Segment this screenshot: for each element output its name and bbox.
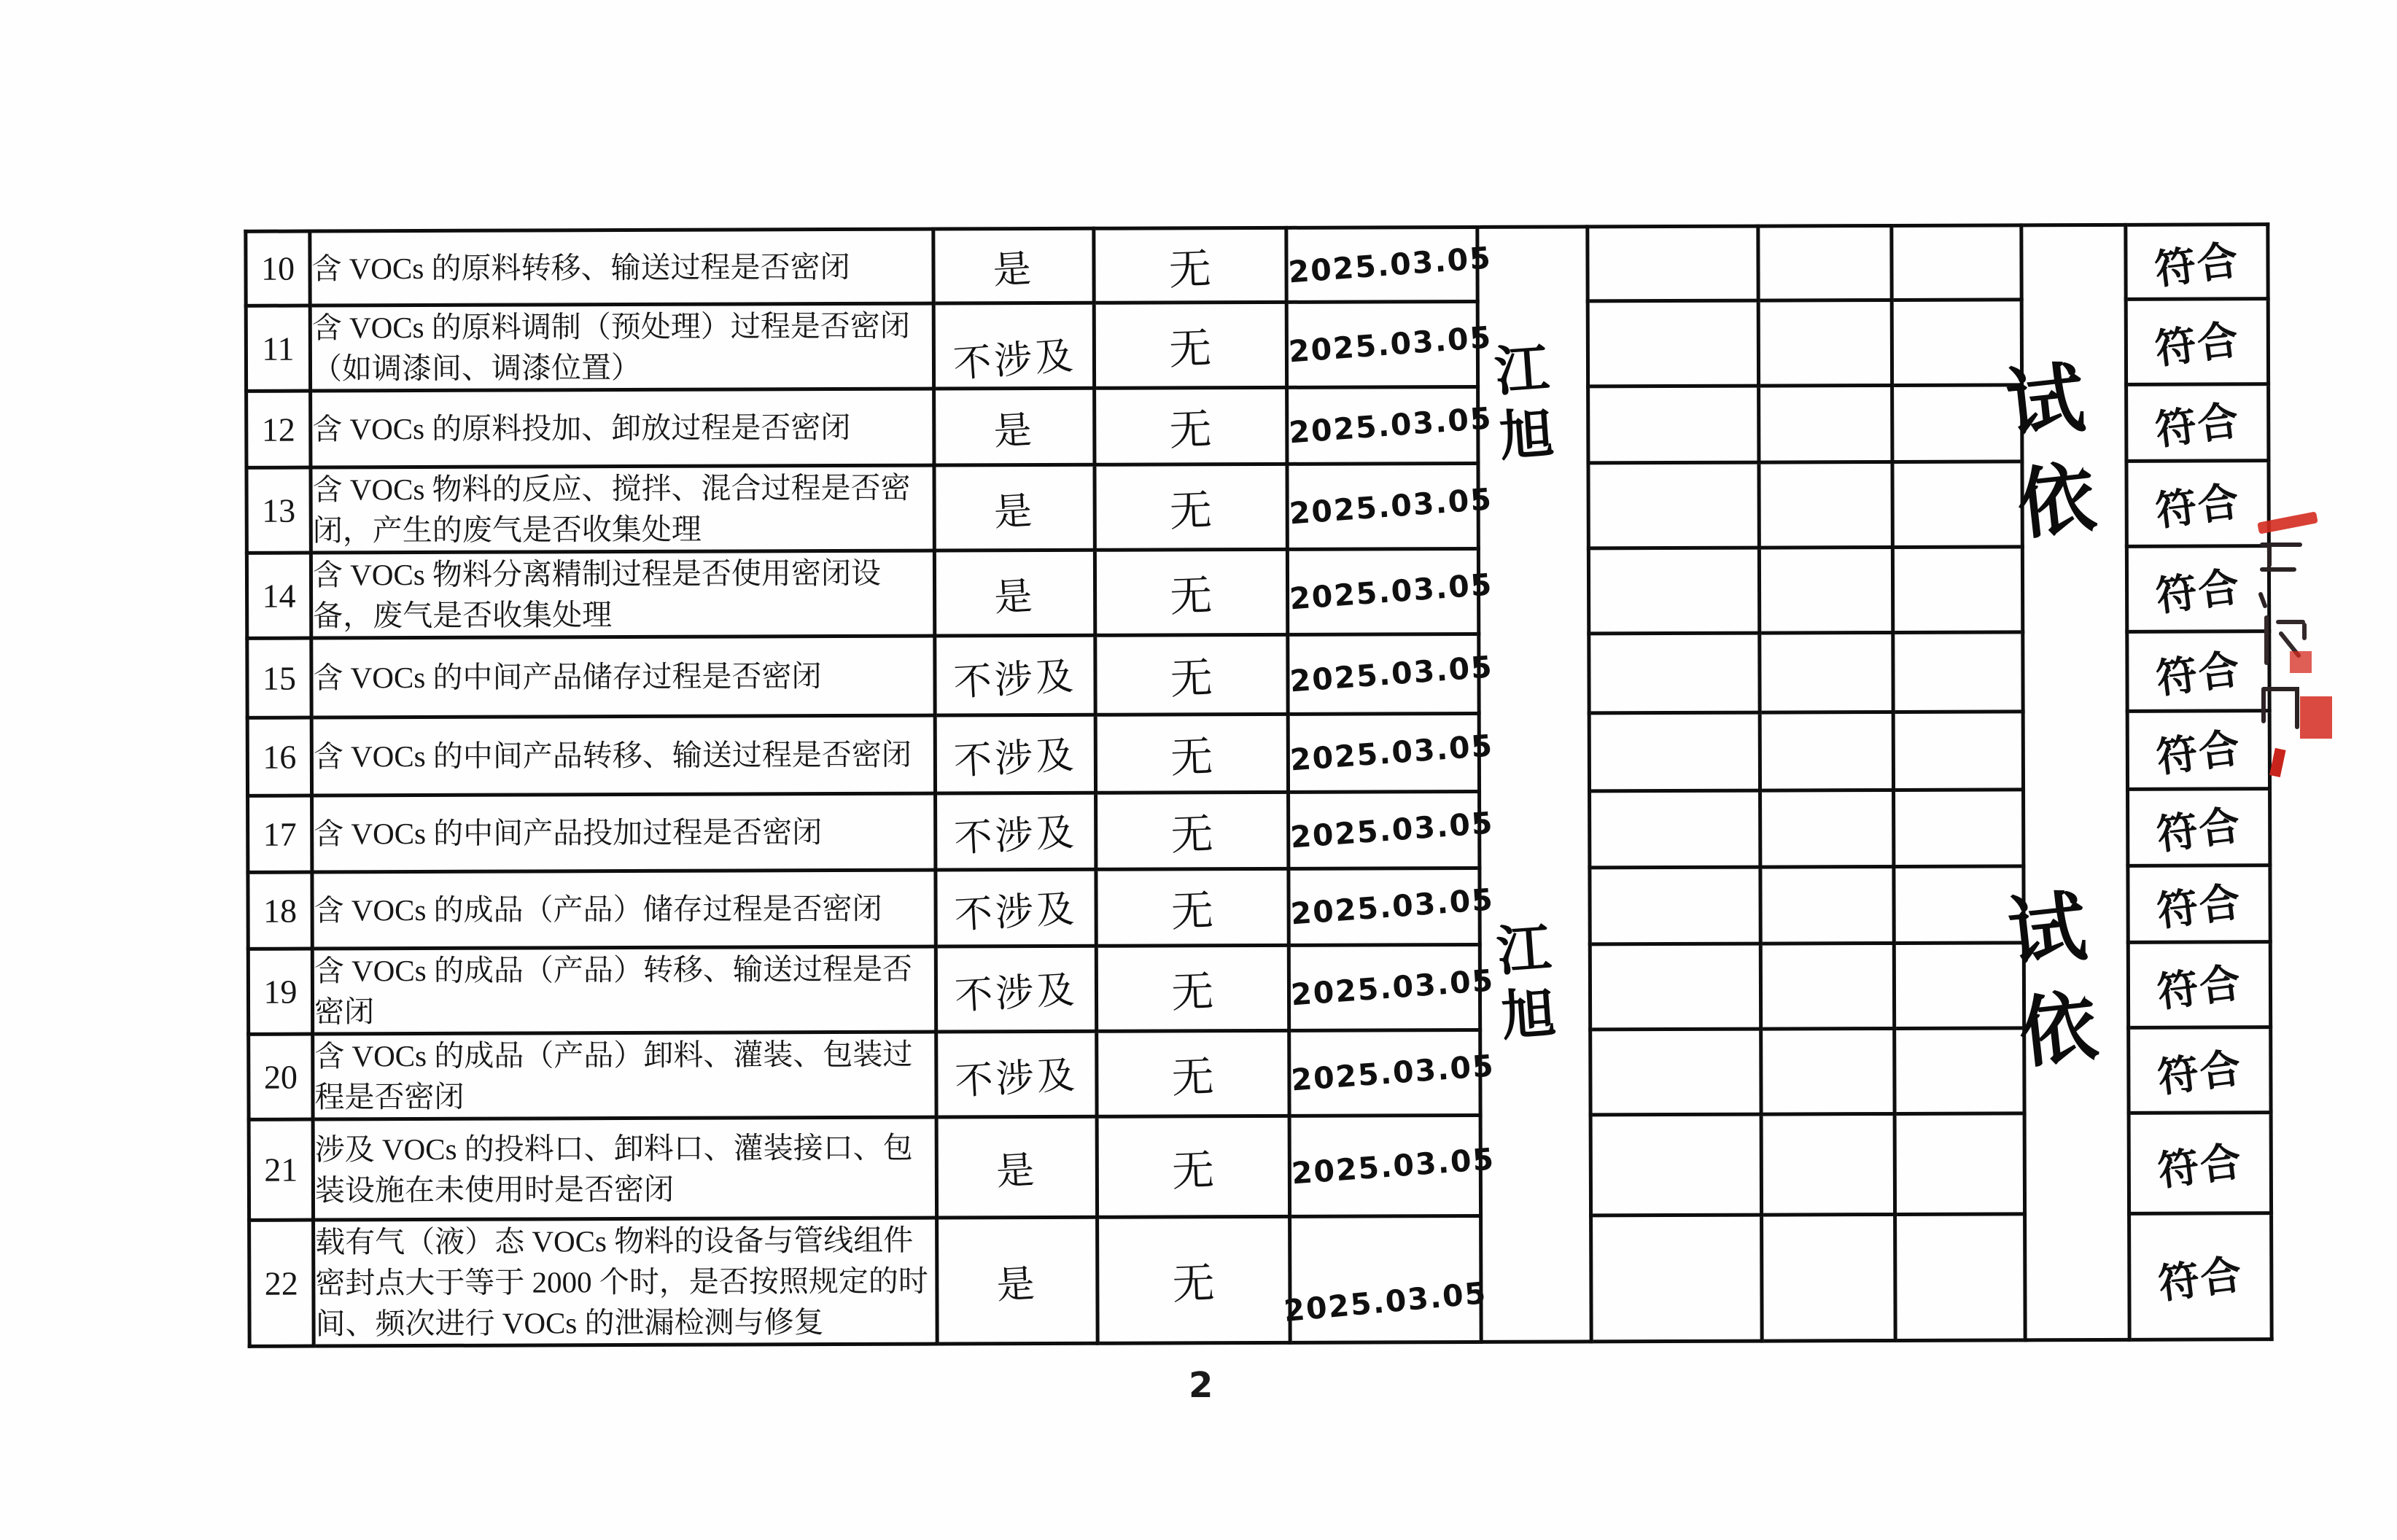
table-row (247, 631, 2269, 718)
issue-cell (1095, 464, 1287, 550)
handwritten-answer: 是 (995, 1261, 1039, 1308)
empty-cell (1760, 943, 1894, 1029)
compliance-cell (2126, 225, 2268, 300)
handwritten-issue: 无 (1169, 570, 1214, 622)
handwritten-date: 2025.03.05 (1289, 805, 1495, 855)
empty-cell (1589, 712, 1760, 791)
empty-cell (1761, 1028, 1895, 1114)
issue-cell (1095, 387, 1287, 464)
answer-cell (936, 793, 1096, 870)
compliance-cell (2128, 942, 2270, 1028)
reviewer-signature: 试依 (2002, 352, 2100, 551)
empty-cell (1590, 1114, 1761, 1216)
table-row (246, 384, 2269, 468)
table-row (248, 866, 2270, 949)
date-cell (1282, 1216, 1489, 1342)
handwritten-date: 2025.03.05 (1287, 400, 1494, 451)
answer-cell (937, 1217, 1098, 1344)
compliance-cell (2129, 1113, 2271, 1214)
table-row (247, 711, 2269, 796)
handwritten-answer: 不涉及 (954, 968, 1079, 1019)
table-row (249, 1213, 2272, 1347)
handwritten-date: 2025.03.05 (1288, 481, 1494, 532)
empty-cell (1892, 300, 2021, 386)
row-number-cell: 20 (249, 1034, 313, 1119)
empty-cell (1760, 790, 1894, 867)
date-cell (1289, 1030, 1496, 1116)
question-cell: 含 VOCs 的成品（产品）储存过程是否密闭 (312, 870, 936, 949)
reviewer-signature-column (2002, 225, 2129, 1339)
compliance-cell (2126, 299, 2268, 385)
empty-cell (1590, 790, 1760, 868)
compliance-cell (2126, 546, 2269, 632)
handwritten-date: 2025.03.05 (1288, 567, 1494, 617)
handwritten-answer: 不涉及 (952, 333, 1078, 386)
row-number-cell: 17 (248, 796, 312, 872)
empty-cell (1589, 633, 1760, 713)
empty-cell (1588, 386, 1759, 463)
handwritten-date: 2025.03.05 (1289, 728, 1495, 778)
handwritten-issue: 无 (1168, 243, 1213, 295)
handwritten-result: 符合 (2155, 1137, 2245, 1195)
answer-cell (934, 464, 1095, 551)
handwritten-result: 符合 (2155, 1044, 2245, 1102)
row-number-cell: 11 (246, 306, 310, 391)
answer-cell (934, 550, 1095, 636)
row-number-cell: 16 (247, 718, 311, 796)
handwritten-date: 2025.03.05 (1282, 1275, 1489, 1329)
empty-cell (1892, 225, 2021, 300)
issue-cell (1098, 1216, 1291, 1343)
handwritten-date: 2025.03.05 (1287, 239, 1493, 290)
question-cell: 含 VOCs 的中间产品储存过程是否密闭 (311, 636, 935, 718)
table-row (246, 299, 2268, 392)
question-cell: 含 VOCs 的原料转移、输送过程是否密闭 (310, 229, 933, 306)
answer-cell (935, 635, 1095, 715)
handwritten-issue: 无 (1170, 966, 1215, 1018)
handwritten-date: 2025.03.05 (1289, 882, 1496, 932)
empty-cell (1759, 462, 1892, 548)
question-cell: 含 VOCs 的中间产品转移、输送过程是否密闭 (311, 715, 935, 796)
answer-cell (936, 946, 1096, 1032)
row-number-cell: 14 (246, 553, 311, 638)
inspector-signature: 江旭 (1494, 917, 1558, 1049)
empty-cell (1759, 385, 1892, 462)
empty-cell (1591, 1215, 1763, 1342)
handwritten-date: 2025.03.05 (1287, 319, 1493, 370)
handwritten-result: 符合 (2154, 959, 2245, 1017)
handwritten-answer: 是 (993, 574, 1037, 621)
date-cell (1286, 301, 1493, 387)
date-cell (1288, 713, 1495, 792)
table-row (249, 1113, 2271, 1221)
row-number-cell: 21 (249, 1119, 313, 1220)
handwritten-answer: 不涉及 (953, 887, 1079, 938)
empty-cell (1758, 225, 1892, 300)
table-row (246, 461, 2269, 553)
reviewer-signature: 试依 (2004, 881, 2102, 1079)
empty-cell (1588, 300, 1758, 386)
empty-cell (1588, 226, 1758, 301)
date-cell (1289, 1115, 1496, 1216)
row-number-cell: 18 (248, 872, 312, 949)
handwritten-issue: 无 (1169, 653, 1214, 704)
answer-cell (936, 1031, 1097, 1117)
handwritten-issue: 无 (1168, 323, 1213, 375)
handwritten-date: 2025.03.05 (1290, 1140, 1496, 1191)
issue-cell (1096, 868, 1289, 946)
issue-cell (1095, 634, 1288, 715)
date-cell (1289, 868, 1496, 945)
issue-cell (1094, 302, 1286, 388)
empty-cell (1762, 1214, 1896, 1341)
handwritten-answer: 不涉及 (954, 1053, 1079, 1104)
handwritten-answer: 是 (992, 246, 1036, 293)
row-number-cell: 15 (247, 638, 311, 718)
empty-cell (1758, 300, 1892, 386)
red-seal-fragment (2252, 507, 2354, 784)
row-number-cell: 10 (246, 231, 310, 306)
empty-cell (1760, 632, 1893, 712)
page-number: 2 (1189, 1365, 1213, 1406)
issue-cell (1094, 228, 1286, 303)
handwritten-issue: 无 (1168, 404, 1213, 456)
empty-cell (1892, 547, 2022, 633)
handwritten-date: 2025.03.05 (1289, 1048, 1496, 1098)
handwritten-result: 符合 (2156, 1251, 2246, 1309)
answer-cell (934, 388, 1095, 465)
compliance-cell (2127, 631, 2269, 712)
inspector-signature: 江旭 (1492, 337, 1556, 469)
empty-cell (1892, 462, 2022, 548)
empty-cell (1590, 867, 1760, 944)
handwritten-result: 符合 (2152, 316, 2243, 374)
empty-cell (1895, 1113, 2024, 1215)
handwritten-result: 符合 (2154, 878, 2245, 936)
table-row (248, 942, 2270, 1035)
handwritten-issue: 无 (1171, 1144, 1216, 1196)
handwritten-result: 符合 (2153, 397, 2243, 455)
answer-cell (933, 303, 1094, 389)
date-cell (1287, 463, 1494, 549)
empty-cell (1893, 632, 2023, 712)
handwritten-answer: 不涉及 (952, 654, 1078, 705)
handwritten-result: 符合 (2153, 724, 2245, 782)
compliance-cell (2129, 1027, 2271, 1113)
answer-cell (936, 1116, 1097, 1218)
answer-cell (933, 228, 1094, 303)
answer-cell (935, 715, 1095, 793)
handwritten-date: 2025.03.05 (1289, 962, 1496, 1013)
empty-cell (1760, 866, 1894, 944)
empty-cell (1590, 944, 1760, 1030)
handwritten-issue: 无 (1171, 1258, 1216, 1310)
handwritten-date: 2025.03.05 (1289, 649, 1495, 699)
date-cell (1287, 386, 1494, 464)
question-cell: 载有气（液）态 VOCs 物料的设备与管线组件密封点大于等于 2000 个时，是否按照规定的时间、频次进行 VOCs 的泄漏检测与修复 (314, 1218, 938, 1346)
empty-cell (1588, 462, 1759, 548)
date-cell (1287, 548, 1494, 634)
question-cell: 含 VOCs 的原料投加、卸放过程是否密闭 (311, 389, 934, 467)
handwritten-issue: 无 (1170, 809, 1215, 860)
row-number-cell: 19 (248, 949, 312, 1034)
date-cell (1289, 791, 1495, 868)
empty-cell (1894, 790, 2024, 867)
empty-cell (1761, 1113, 1895, 1215)
empty-cell (1895, 1214, 2026, 1341)
issue-cell (1096, 945, 1289, 1031)
table-row (248, 789, 2270, 873)
empty-cell (1590, 1029, 1761, 1115)
handwritten-answer: 不涉及 (953, 810, 1079, 861)
handwritten-result: 符合 (2152, 236, 2242, 294)
compliance-cell (2126, 461, 2269, 547)
empty-cell (1894, 866, 2024, 944)
table-row (246, 225, 2268, 306)
handwritten-result: 符合 (2154, 801, 2245, 860)
handwritten-result: 符合 (2153, 478, 2243, 536)
question-cell: 含 VOCs 物料分离精制过程是否使用密闭设备，废气是否收集处理 (311, 551, 934, 638)
compliance-cell (2129, 1213, 2272, 1340)
empty-cell (1895, 1028, 2024, 1114)
table-row (246, 546, 2269, 639)
empty-cell (1759, 547, 1892, 633)
issue-cell (1095, 714, 1288, 793)
empty-cell (1894, 943, 2024, 1029)
question-cell: 含 VOCs 物料的反应、搅拌、混合过程是否密闭，产生的废气是否收集处理 (311, 465, 934, 553)
handwritten-issue: 无 (1169, 485, 1213, 537)
row-number-cell: 22 (249, 1220, 314, 1346)
handwritten-issue: 无 (1170, 1051, 1216, 1103)
handwritten-answer: 是 (995, 1148, 1039, 1194)
compliance-cell (2126, 384, 2269, 462)
table-row (249, 1027, 2271, 1120)
question-cell: 含 VOCs 的成品（产品）卸料、灌装、包装过程是否密闭 (313, 1032, 936, 1119)
handwritten-result: 符合 (2153, 563, 2244, 621)
issue-cell (1097, 1116, 1289, 1217)
empty-cell (1760, 712, 1893, 790)
inspection-table (244, 222, 2273, 1348)
date-cell (1289, 944, 1496, 1030)
issue-cell (1096, 792, 1289, 869)
compliance-cell (2128, 866, 2270, 943)
issue-cell (1095, 549, 1287, 635)
answer-cell (936, 869, 1096, 946)
question-cell: 含 VOCs 的中间产品投加过程是否密闭 (312, 793, 936, 872)
handwritten-result: 符合 (2153, 645, 2244, 704)
row-number-cell: 13 (246, 467, 311, 553)
question-cell: 含 VOCs 的成品（产品）转移、输送过程是否密闭 (312, 946, 936, 1034)
handwritten-answer: 不涉及 (953, 733, 1079, 784)
question-cell: 涉及 VOCs 的投料口、卸料口、灌装接口、包装设施在未使用时是否密闭 (313, 1117, 936, 1220)
handwritten-issue: 无 (1170, 731, 1214, 783)
empty-cell (1892, 385, 2022, 462)
compliance-cell (2128, 789, 2270, 866)
empty-cell (1588, 548, 1759, 634)
row-number-cell: 12 (246, 391, 311, 467)
issue-cell (1097, 1030, 1289, 1116)
compliance-cell (2127, 711, 2269, 790)
question-cell: 含 VOCs 的原料调制（预处理）过程是否密闭（如调漆间、调漆位置） (310, 303, 933, 391)
handwritten-answer: 是 (992, 408, 1036, 454)
date-cell (1286, 227, 1493, 302)
date-cell (1288, 634, 1495, 714)
handwritten-issue: 无 (1170, 885, 1215, 937)
empty-cell (1893, 712, 2023, 790)
handwritten-answer: 是 (992, 489, 1037, 535)
